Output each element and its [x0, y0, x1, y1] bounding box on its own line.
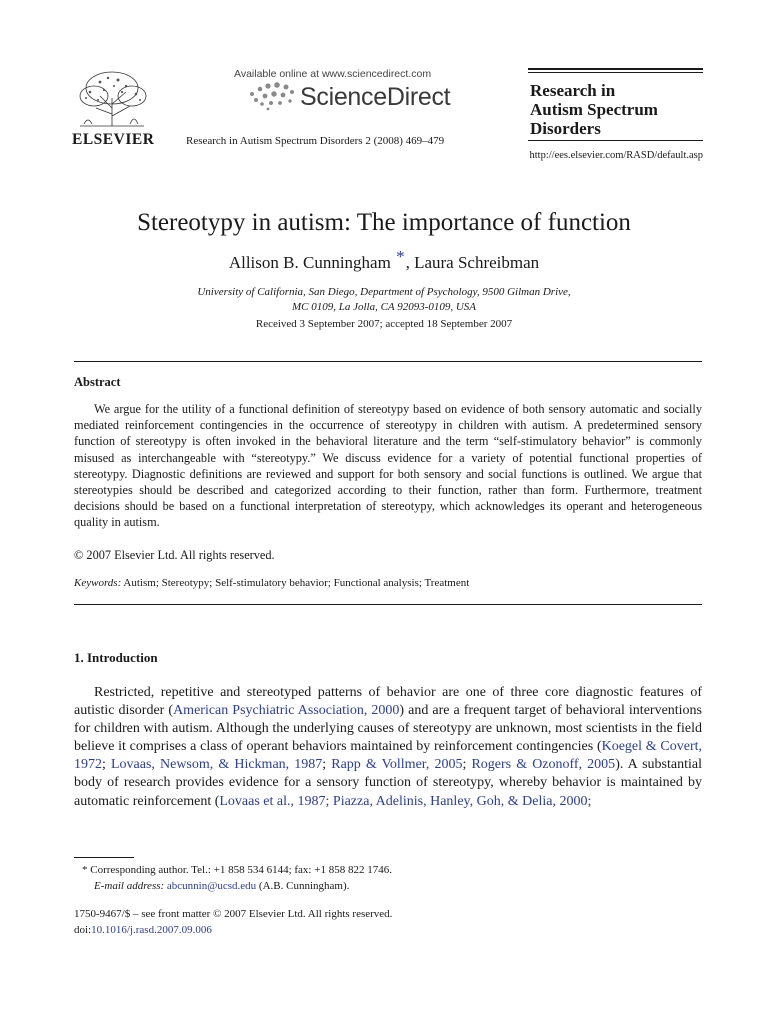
author-list	[0, 247, 768, 273]
email-label: E-mail address:	[94, 880, 165, 892]
divider	[74, 361, 702, 362]
citation-link[interactable]: American Psychiatric Association, 2000	[173, 703, 400, 719]
abstract-text: We argue for the utility of a functional definition of stereotypy based on evidence of both sensory automatic and socially mediated reinforcement contingencies in the occurrence of stereotypy in children with autism. A predetermined sensory function of stereotypy is often invoked in the behavioral literature and the term “self-stimulatory behavior” is commonly misused as interchangeable with “stereotypy.” We discuss evidence for a variety of potential functional properties of stereotypy. Diagnostic definitions are reviewed and support for both sensory and social functions is outlined. We argue that stereotypies should be described and categorized according to their function, rather than form. Furthermore, treatment decisions should be based on a functional interpretation of stereotypy, which acknowledges its operant and heterogeneous quality in autism.	[74, 402, 702, 530]
citation-link[interactable]: Rogers & Ozonoff, 2005	[471, 757, 616, 773]
citation-sep: ;	[462, 757, 472, 773]
citation-sep: ;	[102, 757, 111, 773]
journal-title	[528, 75, 703, 140]
received-dates: Received 3 September 2007; accepted 18 September 2007	[255, 318, 513, 330]
journal-citation: Research in Autism Spectrum Disorders 2 (2008) 469–479	[186, 135, 445, 147]
keywords	[74, 577, 469, 589]
abstract-copyright: © 2007 Elsevier Ltd. All rights reserved.	[74, 548, 275, 562]
journal-title-line: Research in	[530, 81, 616, 100]
article-title: Stereotypy in autism: The importance of function	[137, 209, 631, 236]
journal-title-line: Autism Spectrum	[530, 100, 658, 119]
citation-link[interactable]: Koegel & Covert, 1972	[74, 739, 702, 773]
email-suffix: (A.B. Cunningham).	[256, 880, 350, 892]
email-footnote	[94, 880, 349, 892]
journal-rule-top	[528, 68, 703, 70]
doi-link[interactable]: 10.1016/j.rasd.2007.09.006	[91, 924, 212, 936]
abstract-heading: Abstract	[74, 375, 121, 389]
journal-rule-top-thin	[528, 72, 703, 73]
intro-text: ). A substantial body of research provides evidence for a sensory function of stereotypy, whereby behavior is maintained by automatic reinforcement (	[74, 757, 702, 809]
elsevier-tree-logo-icon	[70, 68, 154, 130]
intro-text: ;	[587, 793, 592, 809]
affiliation-line: University of California, San Diego, Department of Psychology, 9500 Gilman Drive,	[197, 286, 571, 298]
email-link[interactable]: abcunnin@ucsd.edu	[166, 880, 257, 892]
doi-label: doi:	[74, 924, 92, 936]
available-online-text[interactable]: Available online at www.sciencedirect.com	[234, 68, 432, 80]
journal-title-line: Disorders	[530, 119, 601, 138]
citation-sep: ;	[325, 793, 333, 809]
keywords-list: Autism; Stereotypy; Self-stimulatory behavior; Functional analysis; Treatment	[123, 577, 470, 589]
keywords-label: Keywords:	[74, 577, 122, 589]
citation-link[interactable]: Lovaas et al., 1987	[219, 793, 326, 809]
journal-rule-bottom	[528, 140, 703, 141]
author-name: Allison B. Cunningham	[228, 253, 391, 272]
footnote-rule	[74, 857, 134, 858]
doi-line	[74, 924, 212, 936]
citation-link[interactable]: Lovaas, Newsom, & Hickman, 1987	[110, 757, 323, 773]
author-name: Laura Schreibman	[414, 253, 540, 272]
journal-title-box	[528, 68, 703, 143]
affiliation-line: MC 0109, La Jolla, CA 92093-0109, USA	[291, 301, 477, 313]
publisher-name: ELSEVIER	[72, 131, 155, 148]
intro-text: ) and are a frequent target of behavioral interventions for children with autism. Although the underlying causes of stereotypy are unknown, most scientists in the field believe it comprises a class of operant behaviors maintained by reinforcement contingencies (	[74, 703, 703, 755]
intro-text: Restricted, repetitive and stereotyped patterns of behavior are one of three core diagnostic features of autistic disorder (	[74, 685, 702, 719]
author-separator: ,	[405, 253, 410, 272]
journal-url[interactable]: http://ees.elsevier.com/RASD/default.asp	[529, 150, 703, 161]
intro-paragraph	[74, 684, 702, 811]
divider	[74, 604, 702, 605]
sciencedirect-logo-text: ScienceDirect	[300, 83, 451, 111]
citation-sep: ;	[322, 757, 332, 773]
corresponding-author-footnote: * Corresponding author. Tel.: +1 858 534 6144; fax: +1 858 822 1746.	[82, 864, 392, 876]
citation-link[interactable]: Rapp & Vollmer, 2005	[331, 757, 463, 773]
corresponding-author-marker[interactable]: *	[396, 247, 405, 266]
citation-link[interactable]: Piazza, Adelinis, Hanley, Goh, & Delia, 2000	[332, 793, 588, 809]
affiliation	[0, 285, 768, 315]
front-matter-line: 1750-9467/$ – see front matter © 2007 Elsevier Ltd. All rights reserved.	[74, 908, 393, 920]
section-heading: 1. Introduction	[74, 650, 158, 665]
